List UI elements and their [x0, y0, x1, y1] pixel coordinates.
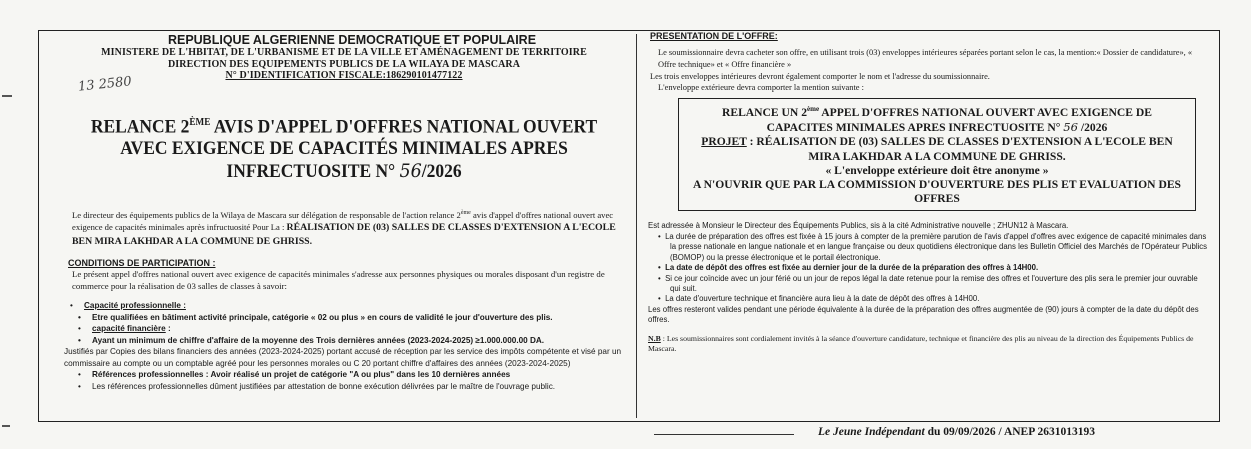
publication-footer — [818, 426, 1095, 438]
nb-label: N.B — [648, 333, 661, 343]
list-item-text: La date d'ouverture technique et financière aura lieu à la date de dépôt des offres à 14H00. — [665, 294, 980, 304]
presentation-text: Le soumissionnaire devra cacheter son offre, en utilisant trois (03) enveloppes intérieures séparées portant selon le cas, la mention:« Dossier de candidature», « Offre technique» et « Offre financière » — [658, 48, 1193, 69]
intro-paragraph — [72, 207, 624, 248]
box-text: APPEL D'OFFRES NATIONAL OUVERT AVEC EXIGENCE DE — [819, 106, 1153, 120]
conditions-heading: CONDITIONS DE PARTICIPATION : — [68, 258, 216, 269]
ministry-heading: MINISTERE DE L'HBITAT, DE L'URBANISME ET DE LA VILLE ET AMÉNAGEMENT DE TERRITOIRE — [101, 47, 587, 58]
intro-text: avis d'appel d'offres national ouvert avec exigence de capacités minimales après infructuosité Pour La : — [72, 209, 614, 233]
box-line — [687, 135, 1187, 163]
projet-label: PROJET — [701, 135, 747, 149]
box-line — [687, 102, 1187, 120]
newspaper-name: Le Jeune Indépendant — [818, 426, 925, 438]
notice-title-line1 — [86, 112, 601, 138]
title-text: AVEC EXIGENCE DE CAPACITÉS MINIMALES APRES INFRECTUOSITE N° — [120, 137, 568, 182]
validity-text: Les offres resteront valides pendant une période équivalente à la durée de la préparation des offres augmentée de (90) jours à compter de la date du dépôt des offres. — [648, 304, 1199, 325]
list-item: • Si ce jour coïncide avec un jour férié ou un jour de repos légal la date retenue pour la remise des offres et l'ouverture des plis sera le premier jour ouvrable qui suit. — [658, 273, 1198, 293]
publication-ref: du 09/09/2026 / ANEP 2631013193 — [924, 426, 1095, 438]
list-item: • La durée de préparation des offres est fixée à 15 jours à compter de la première parution de l'avis d'appel d'offres avec exigence de capacité minimales dans la presse nationale en langue nationale et en langue française ou deux quotidiens électronique dans les Bulletin Officiel des Marchés de l'Opérateur Publics (BOMOP) ou la presse électronique et le portail électronique. — [658, 231, 1208, 262]
list-item: • Ayant un minimum de chiffre d'affaire de la moyenne des Trois dernières années (2023-2024-2025) ≥1.000.000.00 DA. — [78, 335, 545, 345]
list-item: • La date de dépôt des offres est fixée au dernier jour de la durée de la préparation des offres à 14H00. — [658, 263, 1039, 273]
title-text: RELANCE 2 — [90, 115, 190, 137]
project-name: RÉALISATION DE (03) SALLES DE CLASSES D'EXTENSION A L'ECOLE BEN MIRA LAKHDAR A LA COMMUNE DE GHRISS. — [72, 222, 616, 247]
list-item: • Capacité professionnelle : — [70, 301, 186, 311]
list-item: • La date d'ouverture technique et financière aura lieu à la date de dépôt des offres à 14H00. — [658, 294, 980, 304]
list-item-text: La durée de préparation des offres est fixée à 15 jours à compter de la première parution de l'avis d'appel d'offres avec exigence de capacité minimales dans la presse nationale en langue nationale et en langue française ou deux quotidiens électronique dans les Bulletin Officiel des Marchés de l'Opérateur Publics (BOMOP) ou la presse électronique et le portail électronique. — [665, 231, 1208, 262]
list-item: • Références professionnelles : Avoir réalisé un projet de catégorie "A ou plus" dans les 10 dernières années — [78, 370, 511, 380]
presentation-heading: PRESENTATION DE L'OFFRE: — [650, 31, 778, 41]
address-line: Est adressée à Monsieur le Directeur des Équipements Publics, sis à la cité Administrative nouvelle ; ZHUN12 à Mascara. — [648, 221, 1069, 231]
presentation-text: L'enveloppe extérieure devra comporter la mention suivante : — [658, 83, 864, 93]
handwritten-number: 56 — [399, 159, 422, 182]
list-item-text: Si ce jour coïncide avec un jour férié ou un jour de repos légal la date retenue pour la remise des offres et l'ouverture des plis sera le premier jour ouvrable qui suit. — [665, 273, 1198, 293]
right-column — [648, 31, 1208, 354]
list-item: • capacité financière : — [78, 324, 171, 334]
presentation-text: Les trois enveloppes intérieures devront également comporter le nom et l'adresse du soumissionnaire. — [650, 71, 990, 81]
intro-text: Le directeur des équipements publics de la Wilaya de Mascara sur délégation de responsable de l'action relance 2 — [72, 209, 461, 220]
intro-sup: ème — [460, 209, 471, 216]
republic-heading: REPUBLIQUE ALGERIENNE DEMOCRATIQUE ET POPULAIRE — [167, 33, 537, 47]
cap-fin-heading: capacité financière — [92, 324, 166, 334]
column-divider — [636, 34, 637, 418]
notice-title-line2 — [86, 138, 601, 183]
title-sup: ÈME — [189, 116, 211, 128]
nb-text: : Les soumissionnaires sont cordialement invités à la séance d'ouverture candidature, technique et financière des plis au niveau de la direction des Équipements Publics de Mascara. — [648, 333, 1194, 353]
box-line: « L'enveloppe extérieure doit être anonyme » — [825, 163, 1049, 177]
cap-fin-item: Ayant un minimum de chiffre d'affaire de la moyenne des Trois dernières années (2023-2024-2025) ≥1.000.000.00 DA. — [92, 335, 545, 345]
direction-heading: DIRECTION DES EQUIPEMENTS PUBLICS DE LA WILAYA DE MASCARA — [167, 58, 521, 70]
scan-mark — [2, 95, 12, 97]
list-item: • Les références professionnelles dûment justifiées par attestation de bonne exécution délivrées par le maître de l'ouvrage public. — [78, 381, 556, 391]
cap-fin-justification: Justifiés par Copies des bilans financiers des années (2023-2024-2025) portant accusé de réception par les service des impôts compétente et visé par un commissaire au compte ou un comptable agréé pour les personnes morales ou C 20 portant chiffre d'affaires des années (2023-2024-2025) — [64, 347, 622, 368]
box-text: RELANCE UN 2 — [721, 106, 807, 120]
projet-text: : RÉALISATION DE (03) SALLES DE CLASSES D'EXTENSION A L'ECOLE BEN MIRA LAKHDAR A LA COMMUNE DE GHRISS. — [749, 135, 1173, 163]
ref-pro-item2: Les références professionnelles dûment justifiées par attestation de bonne exécution délivrées par le maître de l'ouvrage public. — [92, 381, 556, 391]
envelope-mention-box — [678, 98, 1196, 211]
box-line: A N'OUVRIR QUE PAR LA COMMISSION D'OUVERTURE DES PLIS ET EVALUATION DES OFFRES — [692, 178, 1181, 206]
conditions-list — [648, 221, 1208, 325]
handwritten-number: 56 — [1063, 120, 1078, 135]
footer-rule — [654, 434, 794, 435]
list-item-text: La date de dépôt des offres est fixée au dernier jour de la durée de la préparation des offres à 14H00. — [665, 263, 1039, 273]
title-text: AVIS D'APPEL D'OFFRES NATIONAL OUVERT — [210, 115, 598, 137]
title-year: /2026 — [421, 160, 462, 182]
handwritten-reference: 13 2580 — [77, 74, 133, 95]
box-sup: ème — [807, 105, 820, 114]
nb-note — [648, 334, 1208, 355]
fiscal-id: N° D'IDENTIFICATION FISCALE:186290101477122 — [225, 70, 463, 81]
box-year: /2026 — [1080, 121, 1108, 135]
left-column — [64, 33, 624, 392]
scan-mark — [2, 425, 10, 427]
box-text: CAPACITES MINIMALES APRES INFRECTUOSITE N° — [766, 121, 1061, 135]
box-line — [687, 120, 1187, 135]
conditions-paragraph: Le présent appel d'offres national ouvert avec exigence de capacités minimales s'adresse aux personnes physiques ou morales disposant d'un registre de commerce pour la réalisation de 03 salles de classes à savoir: — [72, 269, 605, 292]
ref-pro-item: Références professionnelles : Avoir réalisé un projet de catégorie "A ou plus" dans les 10 dernières années — [92, 370, 511, 380]
list-item: • Etre qualifiées en bâtiment activité principale, catégorie « 02 ou plus » en cours de validité le jour d'ouverture des plis. — [78, 312, 553, 322]
cap-pro-item: Etre qualifiées en bâtiment activité principale, catégorie « 02 ou plus » en cours de validité le jour d'ouverture des plis. — [92, 312, 553, 322]
cap-pro-heading: Capacité professionnelle : — [84, 301, 186, 311]
